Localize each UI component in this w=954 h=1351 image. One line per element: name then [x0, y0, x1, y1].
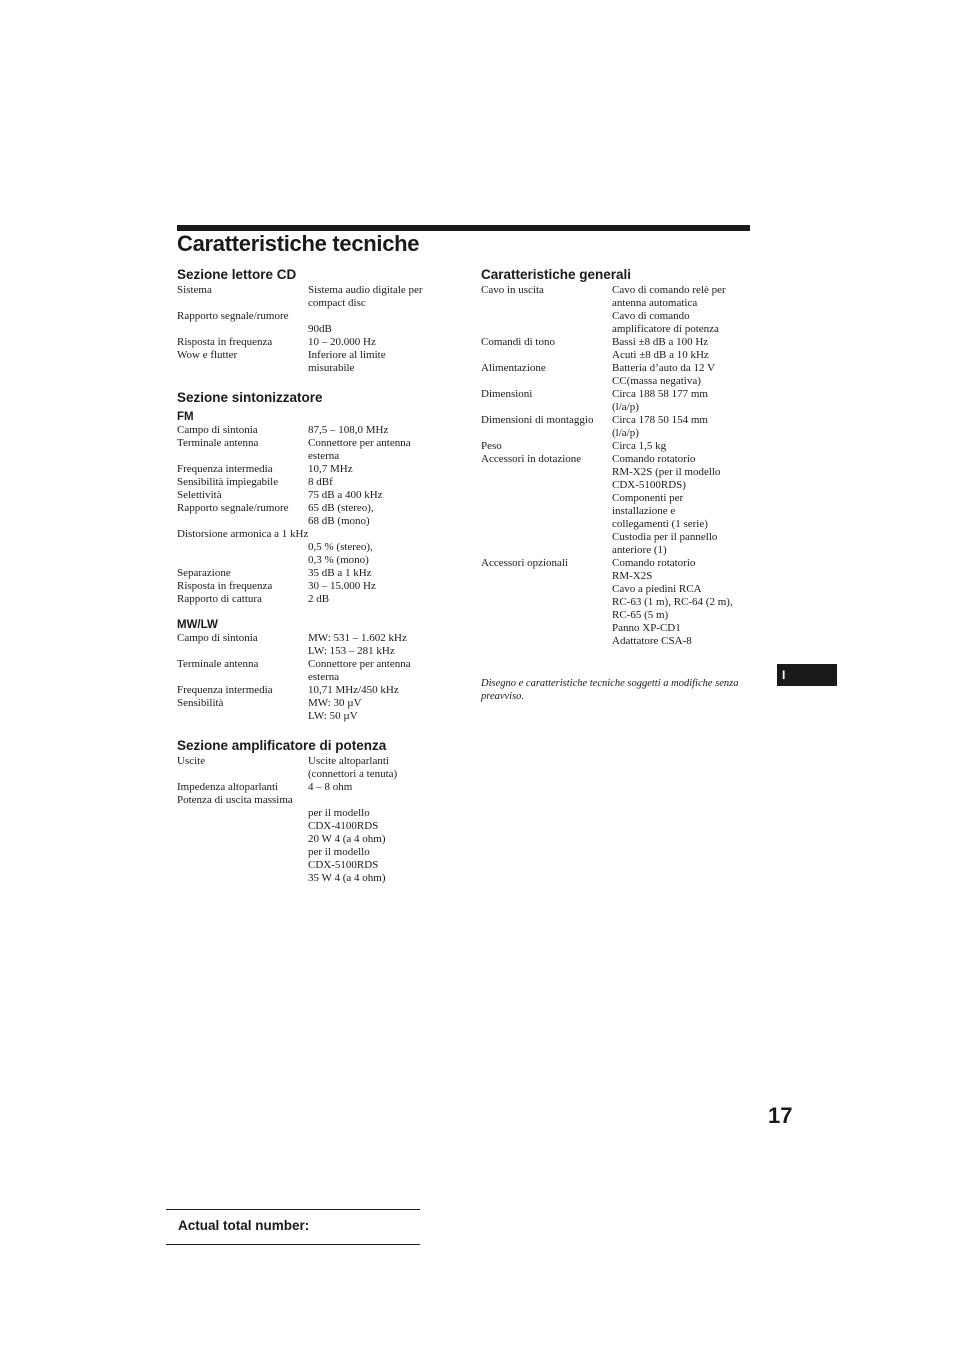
spec-value-line: MW: 531 – 1.602 kHz	[308, 632, 407, 644]
spec-label: Rapporto segnale/rumore	[177, 502, 289, 514]
spec-value-line: compact disc	[308, 297, 366, 309]
spec-value-line: RM-X2S (per il modello	[612, 466, 721, 478]
spec-value-line: 8 dBf	[308, 476, 333, 488]
spec-label: Uscite	[177, 755, 206, 767]
spec-value	[612, 362, 781, 388]
spec-value-line: Sistema audio digitale per	[308, 284, 423, 296]
spec-value	[612, 336, 781, 362]
spec-table-cd	[177, 284, 477, 375]
spec-value-line: amplificatore di potenza	[612, 323, 719, 335]
spec-value-line: 30 – 15.000 Hz	[308, 580, 376, 592]
spec-label: Selettività	[177, 489, 222, 501]
spec-row	[177, 476, 477, 489]
spec-row	[177, 463, 477, 476]
spec-value	[612, 453, 781, 557]
spec-value	[308, 697, 477, 723]
spec-value-line: Inferiore al limite	[308, 349, 386, 361]
spec-value-line: MW: 30 µV	[308, 697, 362, 709]
spec-value-line: CC(massa negativa)	[612, 375, 701, 387]
spec-value-line: Uscite altoparlanti	[308, 755, 389, 767]
spec-label: Sensibilità impiegabile	[177, 476, 279, 488]
page-title: Caratteristiche tecniche	[177, 231, 420, 256]
spec-table-amplifier	[177, 755, 477, 885]
spec-value	[308, 336, 477, 349]
spec-value-line	[308, 528, 477, 541]
spec-value-line: antenna automatica	[612, 297, 698, 309]
section-heading-general: Caratteristiche generali	[481, 267, 632, 282]
subheading-fm: FM	[177, 411, 194, 423]
spec-value-line: misurabile	[308, 362, 355, 374]
spec-value-line: Comando rotatorio	[612, 453, 696, 465]
spec-label: Rapporto di cattura	[177, 593, 262, 605]
spec-value-line: Circa 188 58 177 mm	[612, 388, 708, 400]
spec-value	[612, 284, 781, 336]
spec-value	[308, 593, 477, 606]
spec-value	[612, 388, 781, 414]
spec-row	[481, 336, 781, 362]
spec-value-line: (l/a/p)	[612, 401, 639, 413]
spec-value-line: 10,7 MHz	[308, 463, 353, 475]
spec-value	[308, 310, 477, 336]
spec-value-line: 10,71 MHz/450 kHz	[308, 684, 399, 696]
right-column	[481, 266, 781, 648]
spec-label: Accessori in dotazione	[481, 453, 582, 465]
spec-label: Wow e flutter	[177, 349, 238, 361]
spec-label: Potenza di uscita massima	[177, 794, 293, 806]
spec-label: Impedenza altoparlanti	[177, 781, 279, 793]
spec-value-line: Bassi ±8 dB a 100 Hz	[612, 336, 709, 348]
spec-label: Frequenza intermedia	[177, 463, 273, 475]
spec-value-line: 65 dB (stereo),	[308, 502, 374, 514]
spec-label: Rapporto segnale/rumore	[177, 310, 289, 322]
spec-label: Campo di sintonia	[177, 632, 258, 644]
spec-value	[308, 781, 477, 794]
spec-value-line: collegamenti (1 serie)	[612, 518, 708, 530]
spec-value-line: Circa 178 50 154 mm	[612, 414, 708, 426]
spec-row	[177, 697, 477, 723]
spec-row	[481, 557, 781, 648]
spec-row	[177, 658, 477, 684]
spec-value	[308, 658, 477, 684]
spec-value-line: (connettori a tenuta)	[308, 768, 398, 780]
section-heading-cd: Sezione lettore CD	[177, 267, 297, 282]
spec-value-line: (l/a/p)	[612, 427, 639, 439]
spec-value-line: Panno XP-CD1	[612, 622, 681, 634]
spec-value-line: Comando rotatorio	[612, 557, 696, 569]
spec-label: Separazione	[177, 567, 231, 579]
spec-row	[177, 755, 477, 781]
spec-row	[177, 349, 477, 375]
spec-value-line: Cavo a piedini RCA	[612, 583, 702, 595]
spec-value-line: 4 – 8 ohm	[308, 781, 353, 793]
spec-value-line: LW: 153 – 281 kHz	[308, 645, 395, 657]
spec-value-line: 75 dB a 400 kHz	[308, 489, 383, 501]
spec-value-line: CDX-5100RDS	[308, 859, 379, 871]
spec-row	[177, 781, 477, 794]
spec-value	[308, 437, 477, 463]
spec-row	[481, 284, 781, 336]
spec-row	[177, 489, 477, 502]
spec-value-line: Componenti per	[612, 492, 684, 504]
spec-value	[308, 684, 477, 697]
subheading-mw-lw: MW/LW	[177, 619, 218, 631]
spec-value-line: Cavo di comando	[612, 310, 690, 322]
spec-value-line: RC-63 (1 m), RC-64 (2 m),	[612, 596, 733, 608]
spec-label: Peso	[481, 440, 502, 452]
spec-value-line: 35 dB a 1 kHz	[308, 567, 372, 579]
spec-value	[308, 476, 477, 489]
footer-box-label: Actual total number:	[178, 1218, 310, 1233]
spec-value	[308, 632, 477, 658]
spec-label: Sensibilità	[177, 697, 224, 709]
spec-value-line: RM-X2S	[612, 570, 653, 582]
spec-value-line: 10 – 20.000 Hz	[308, 336, 376, 348]
spec-label: Comandi di tono	[481, 336, 555, 348]
page-number: 17	[768, 1103, 793, 1128]
spec-value-line: esterna	[308, 450, 340, 462]
spec-row	[481, 414, 781, 440]
spec-label: Terminale antenna	[177, 658, 259, 670]
left-column	[177, 266, 477, 885]
spec-value-line: RC-65 (5 m)	[612, 609, 669, 621]
spec-value-line: Connettore per antenna	[308, 658, 411, 670]
spec-row	[481, 453, 781, 557]
section-heading-amplifier: Sezione amplificatore di potenza	[177, 738, 387, 753]
spec-value	[612, 557, 781, 648]
spec-value-line: 2 dB	[308, 593, 330, 605]
spec-row	[177, 580, 477, 593]
spec-value	[308, 284, 477, 310]
spec-row	[177, 684, 477, 697]
spec-row	[481, 362, 781, 388]
spec-label: Risposta in frequenza	[177, 580, 273, 592]
spec-row	[177, 437, 477, 463]
spec-value-line: installazione e	[612, 505, 676, 517]
spec-value-line: Acuti ±8 dB a 10 kHz	[612, 349, 709, 361]
spec-value-line: 0,3 % (mono)	[308, 554, 369, 566]
spec-value	[308, 580, 477, 593]
spec-value	[308, 489, 477, 502]
spec-label: Terminale antenna	[177, 437, 259, 449]
spec-row	[177, 567, 477, 580]
spec-value-line: Cavo di comando relè per	[612, 284, 726, 296]
section-heading-tuner: Sezione sintonizzatore	[177, 390, 323, 405]
spec-row	[177, 284, 477, 310]
spec-table-fm	[177, 424, 477, 606]
spec-value	[612, 440, 781, 453]
spec-value-line: esterna	[308, 671, 340, 683]
spec-value-line: 20 W 4 (a 4 ohm)	[308, 833, 386, 845]
spec-value-line	[308, 794, 477, 807]
spec-value-line: 35 W 4 (a 4 ohm)	[308, 872, 386, 884]
spec-label: Sistema	[177, 284, 212, 296]
spec-label: Distorsione armonica a 1 kHz	[177, 528, 309, 540]
spec-value	[308, 349, 477, 375]
spec-row	[177, 632, 477, 658]
spec-value-line: 68 dB (mono)	[308, 515, 370, 527]
footer-box	[166, 1209, 420, 1245]
spec-value-line: 90dB	[308, 323, 332, 335]
language-tab: I	[777, 664, 837, 686]
spec-value-line: 87,5 – 108,0 MHz	[308, 424, 389, 436]
spec-value	[308, 794, 477, 885]
spec-value-line: Adattatore CSA-8	[612, 635, 692, 647]
spec-value-line: 0,5 % (stereo),	[308, 541, 373, 553]
spec-label: Alimentazione	[481, 362, 546, 374]
spec-value	[308, 528, 477, 567]
spec-label: Dimensioni	[481, 388, 533, 400]
spec-row	[481, 440, 781, 453]
spec-row	[481, 388, 781, 414]
spec-value	[308, 567, 477, 580]
spec-value-line: per il modello	[308, 807, 370, 819]
spec-label: Campo di sintonia	[177, 424, 258, 436]
spec-value-line: Custodia per il pannello	[612, 531, 718, 543]
spec-value-line	[308, 310, 477, 323]
spec-value	[308, 463, 477, 476]
spec-label: Accessori opzionali	[481, 557, 569, 569]
spec-label: Cavo in uscita	[481, 284, 544, 296]
spec-row	[177, 528, 477, 567]
spec-table-mw-lw	[177, 632, 477, 723]
spec-row	[177, 336, 477, 349]
spec-value	[308, 755, 477, 781]
spec-row	[177, 310, 477, 336]
spec-value	[308, 502, 477, 528]
spec-value	[612, 414, 781, 440]
spec-value-line: Connettore per antenna	[308, 437, 411, 449]
spec-value-line: LW: 50 µV	[308, 710, 358, 722]
spec-value-line: Circa 1,5 kg	[612, 440, 667, 452]
spec-row	[177, 593, 477, 606]
spec-row	[177, 424, 477, 437]
spec-label: Frequenza intermedia	[177, 684, 273, 696]
spec-label: Risposta in frequenza	[177, 336, 273, 348]
spec-table-general	[481, 284, 781, 648]
spec-label: Dimensioni di montaggio	[481, 414, 594, 426]
spec-value-line: CDX-4100RDS	[308, 820, 379, 832]
spec-value-line: CDX-5100RDS)	[612, 479, 686, 491]
disclaimer-note: Disegno e caratteristiche tecniche soggetti a modifiche senza preavviso.	[481, 678, 739, 702]
spec-row	[177, 502, 477, 528]
spec-row	[177, 794, 477, 885]
spec-value	[308, 424, 477, 437]
spec-value-line: anteriore (1)	[612, 544, 667, 556]
spec-value-line: per il modello	[308, 846, 370, 858]
spec-value-line: Batteria d’auto da 12 V	[612, 362, 716, 374]
